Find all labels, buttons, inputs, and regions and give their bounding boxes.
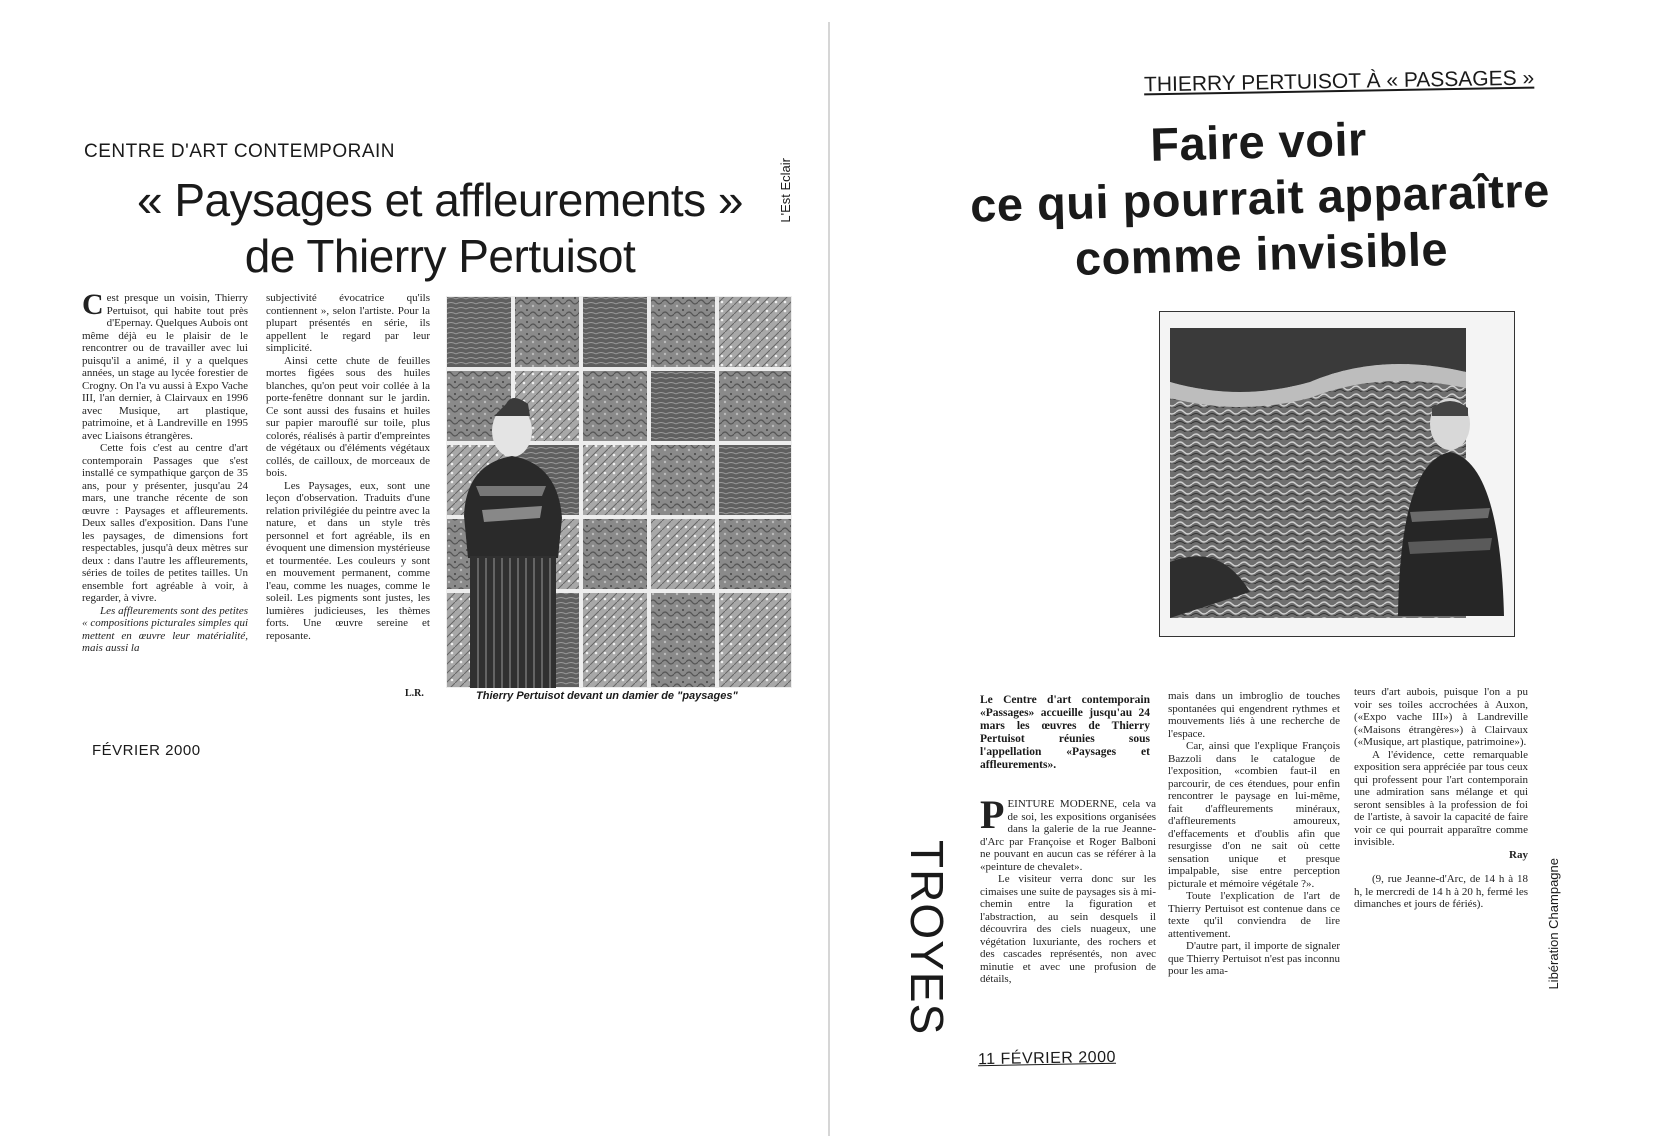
right-dropcap: P: [980, 792, 1005, 837]
left-article-col1: [82, 288, 248, 655]
left-col1-paragraph: Cette fois c'est au centre d'art contemporain Passages que s'est installé ce sympathique garçon de 35 ans, pour y présenter, jusqu'au 24 mars, une tranche récente de son œuvre : Paysages et affleurements. Deux salles d'exposition. Dans l'une les paysages, de dimensions fort respectables, jusqu'à deux mètres sur deux : dans l'autre les affleurements, séries de toiles de petites tailles. Un ensemble fort agréable à voir, à regarder, à vivre.: [82, 442, 248, 604]
left-dropcap: C: [82, 288, 104, 321]
left-signature: L.R.: [405, 688, 424, 699]
right-col1-paragraph: PEINTURE MODERNE, cela va de soi, les expositions organisées dans la galerie de la rue Jeanne-d'Arc par Françoise et Roger Balboni ne pouvant en aucun cas se référer à la «peinture de chevalet».: [980, 792, 1156, 873]
left-col2-paragraph: subjectivité évocatrice qu'ils contiennent », selon l'artiste. Pour la plupart présentés en série, ils appellent le regard par leur simplicité.: [266, 292, 430, 354]
right-col3-paragraph: A l'évidence, cette remarquable exposition sera appréciée par tous ceux qui professent pour l'art contemporain une admiration sans mélange et qui seront sensibles à la profession de foi de l'artiste, à savoir la capacité de faire voir ce qui pourrait apparaître comme invisible.: [1354, 748, 1528, 848]
right-city: TROYES: [901, 840, 953, 1036]
left-col1-paragraph: Les affleurements sont des petites « compositions picturales simples qui mettent en œuvre leur matérialité, mais aussi la: [82, 604, 248, 654]
left-headline: [100, 172, 780, 284]
page-divider: [828, 22, 830, 1136]
right-source: Libération Champagne: [1546, 858, 1561, 990]
left-kicker: CENTRE D'ART CONTEMPORAIN: [84, 141, 396, 162]
right-col1-paragraph: Le visiteur verra donc sur les cimaises une suite de paysages sis à mi-chemin entre la figuration et l'abstraction, au sein desquels il découvrira des ciels nuageux, une végétation luxuriante, des rochers et des cascades représentés, non avec minutie et avec une profusion de détails,: [980, 873, 1156, 985]
right-col3-paragraph: teurs d'art aubois, puisque l'on a pu voir ses toiles accrochées à Auxon, («Expo vache III») à Landreville («Maisons étrangères») à Clairvaux («Musique, art plastique, patrimoine»).: [1354, 686, 1528, 748]
left-col2-paragraph: Ainsi cette chute de feuilles mortes figées sous des huiles blanches, qu'on peut voir collée à la porte-fenêtre donnant sur le jardin. Ce sont aussi des fusains et huiles sur papier marouflé sur toile, plus colorés, réalisés à partir d'empreintes de végétaux ou d'éléments végétaux collés, de cailloux, de morceaux de bois.: [266, 354, 430, 479]
right-headline-line3: comme invisible: [1074, 222, 1449, 285]
right-article-col3: [1354, 686, 1528, 911]
right-headline-line2: ce qui pourrait apparaître: [969, 163, 1551, 232]
right-article-col1: [980, 792, 1156, 986]
right-info: (9, rue Jeanne-d'Arc, de 14 h à 18 h, le mercredi de 14 h à 20 h, fermé les dimanches et jours de fériés).: [1354, 873, 1528, 910]
left-photo-caption: Thierry Pertuisot devant un damier de "paysages": [476, 690, 738, 702]
right-headline: [868, 104, 1652, 292]
right-lead: Le Centre d'art contemporain «Passages» accueille jusqu'au 24 mars les œuvres de Thierry Pertuisot réunies sous l'appellation «Paysages et affleurements».: [980, 694, 1150, 771]
right-col2-paragraph: Toute l'explication de l'art de Thierry Pertuisot est contenue dans ce texte qu'il conviendra de lire attentivement.: [1168, 890, 1340, 940]
left-date: FÉVRIER 2000: [92, 742, 201, 759]
right-article-col2: [1168, 690, 1340, 978]
landscape-painting-image: [1160, 312, 1514, 636]
right-kicker: THIERRY PERTUISOT À « PASSAGES »: [1143, 66, 1535, 97]
left-source: L'Est Eclair: [778, 158, 793, 223]
right-date: 11 FÉVRIER 2000: [977, 1048, 1117, 1069]
left-col1-paragraph: Cest presque un voisin, Thierry Pertuisot, qui habite tout près d'Epernay. Quelques Aubois ont même déjà eu le plaisir de le rencontrer ou de travailler avec lui puisqu'il a animé, il y a quelques années, un stage au lycée forestier de Crogny. On l'a vu aussi à Expo Vache III, l'an dernier, à Clairvaux en 1996 avec Musique, art plastique, patrimoine, et à Landreville en 1995 avec Liaisons étrangères.: [82, 288, 248, 442]
left-headline-line2: de Thierry Pertuisot: [244, 230, 636, 282]
left-col2-paragraph: Les Paysages, eux, sont une leçon d'observation. Traduits d'une relation privilégiée du peintre avec la nature, et dans un style très personnel et fort agréable, ils en évoquent une dimension mystérieuse et tourmentée. Les couleurs y sont en mouvement permanent, comme l'eau, comme les nuages, comme le soleil. Les pigments sont justes, les lumières judicieuses, les thèmes forts. Une œuvre sereine et reposante.: [266, 479, 431, 642]
left-article-col2: [266, 292, 430, 642]
right-photo: [1159, 311, 1515, 637]
right-signature: Ray: [1509, 848, 1528, 861]
left-headline-line1: « Paysages et affleurements »: [136, 174, 744, 226]
right-col2-paragraph: Car, ainsi que l'explique François Bazzoli dans le catalogue de l'exposition, «combien faut-il en parcourir, de ces étendues, pour enfin rencontrer le paysage en lui-même, fait d'affleurements minéraux, d'affleurements amoureux, d'effacements et d'oublis afin que resurgisse d'on ne sait où cette sensation unique et presque impalpable, sise entre perception picturale et mémoire végétale ?».: [1168, 740, 1340, 890]
left-photo: [446, 296, 792, 688]
right-col2-paragraph: D'autre part, il importe de signaler que Thierry Pertuisot n'est pas inconnu pour les ama-: [1168, 940, 1340, 977]
right-col2-paragraph: mais dans un imbroglio de touches spontanées qui engendrent rythmes et mouvements liés à une recherche de l'espace.: [1168, 690, 1340, 740]
right-headline-line1: Faire voir: [1149, 112, 1368, 171]
paintings-grid-image: [446, 296, 792, 688]
